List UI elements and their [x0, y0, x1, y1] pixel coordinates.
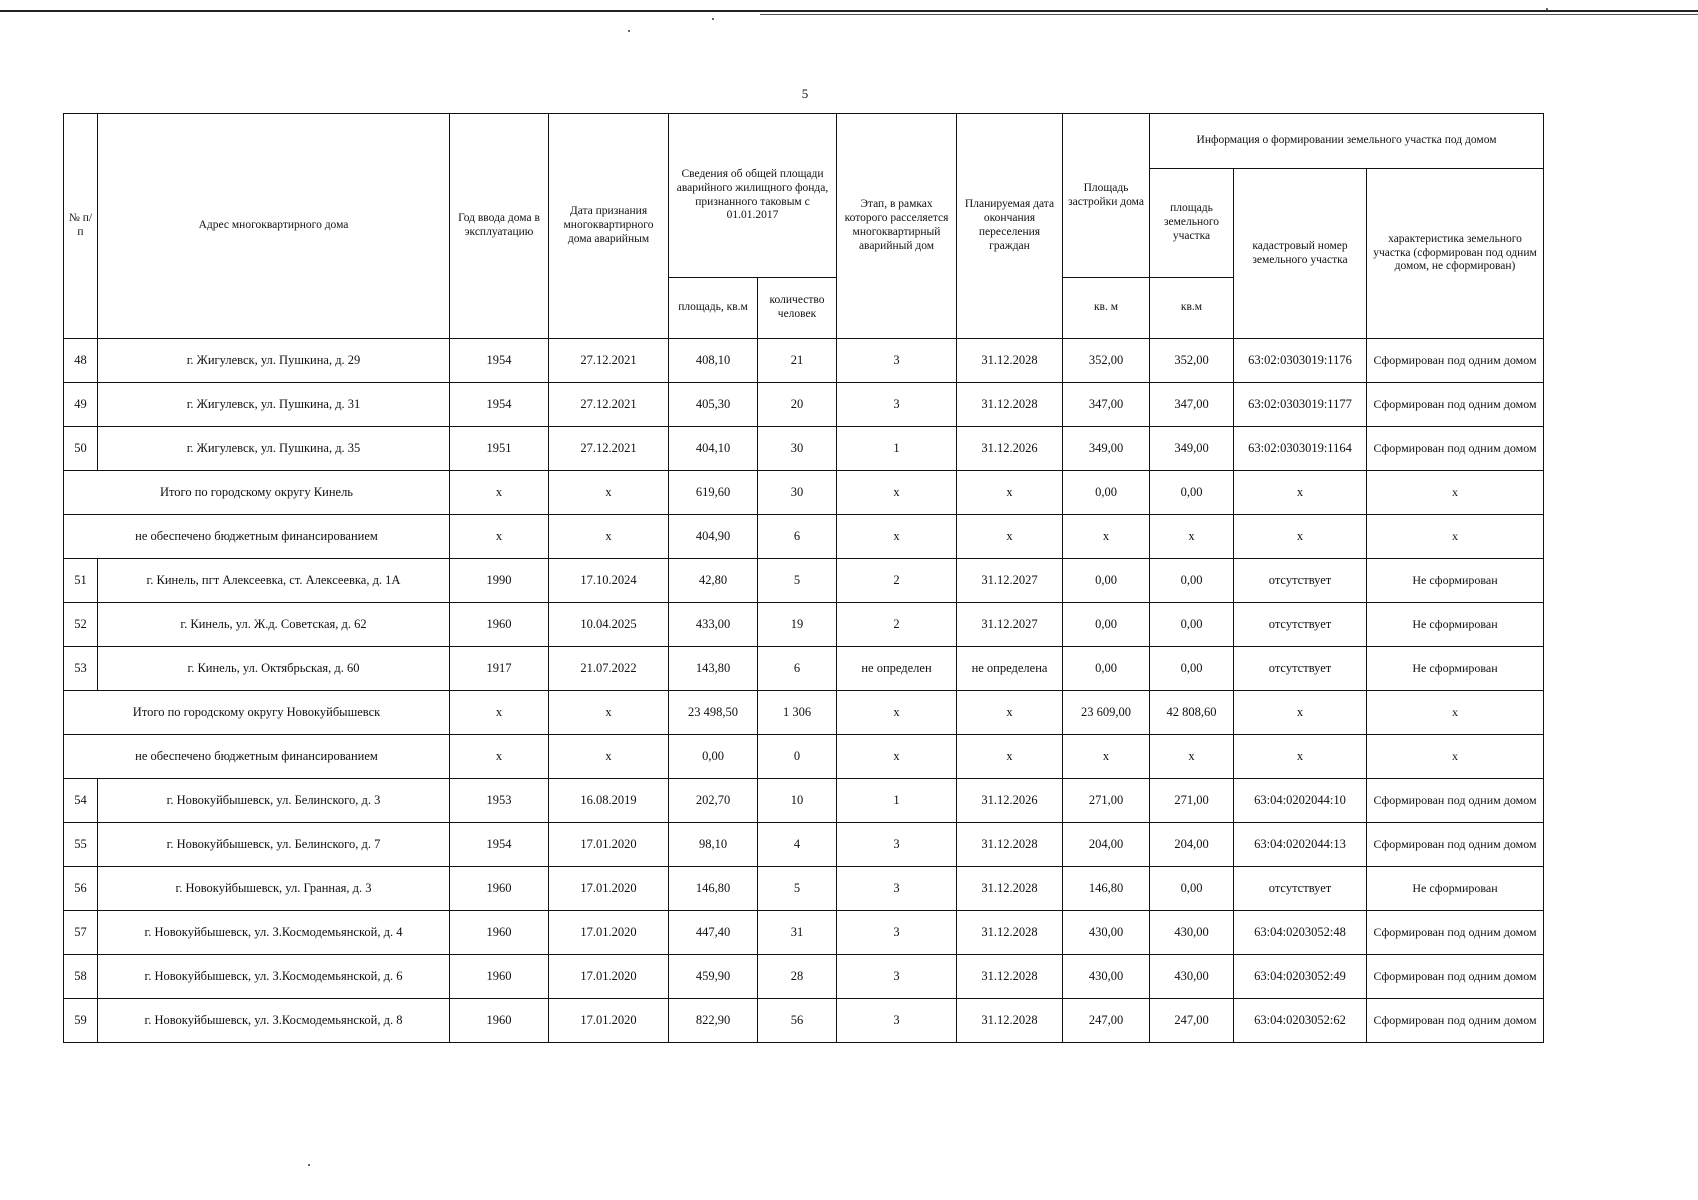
row-land-area: 430,00 [1150, 955, 1234, 999]
row-date-recognized: 27.12.2021 [549, 339, 669, 383]
row-stage: x [837, 515, 957, 559]
row-people: 30 [758, 471, 837, 515]
table-row [64, 955, 1544, 999]
row-area: 404,10 [669, 427, 758, 471]
header-characteristic: характеристика земельного участка (сформирован под одним домом, не сформирован) [1367, 169, 1544, 339]
row-area: 459,90 [669, 955, 758, 999]
row-year: 1990 [450, 559, 549, 603]
row-cadastral: x [1234, 735, 1367, 779]
scan-speckle [308, 1164, 310, 1166]
row-planned-end: x [957, 735, 1063, 779]
summary-label: не обеспечено бюджетным финансированием [64, 735, 450, 779]
row-address: г. Новокуйбышевск, ул. З.Космодемьянской, д. 6 [98, 955, 450, 999]
table-row [64, 339, 1544, 383]
row-area: 619,60 [669, 471, 758, 515]
row-building-area: x [1063, 515, 1150, 559]
row-date-recognized: x [549, 515, 669, 559]
row-land-area: 0,00 [1150, 471, 1234, 515]
row-date-recognized: 17.01.2020 [549, 911, 669, 955]
row-stage: 1 [837, 779, 957, 823]
row-address: г. Кинель, пгт Алексеевка, ст. Алексеевка, д. 1А [98, 559, 450, 603]
summary-label: не обеспечено бюджетным финансированием [64, 515, 450, 559]
row-building-area: 271,00 [1063, 779, 1150, 823]
row-people: 5 [758, 867, 837, 911]
row-date-recognized: 17.01.2020 [549, 867, 669, 911]
header-emergency-info: Сведения об общей площади аварийного жилищного фонда, признанного таковым с 01.01.2017 [669, 114, 837, 278]
row-planned-end: 31.12.2026 [957, 427, 1063, 471]
summary-row [64, 471, 1544, 515]
row-year: x [450, 735, 549, 779]
row-stage: 3 [837, 999, 957, 1043]
header-people-count: количество человек [758, 278, 837, 339]
header-building-area: Площадь застройки дома [1063, 114, 1150, 278]
row-stage: 3 [837, 339, 957, 383]
row-area: 0,00 [669, 735, 758, 779]
row-building-area: 204,00 [1063, 823, 1150, 867]
row-cadastral: отсутствует [1234, 603, 1367, 647]
header-land-info: Информация о формировании земельного участка под домом [1150, 114, 1544, 169]
header-date-recognized: Дата признания многоквартирного дома аварийным [549, 114, 669, 339]
summary-label: Итого по городскому округу Кинель [64, 471, 450, 515]
summary-row [64, 691, 1544, 735]
row-characteristic: Не сформирован [1367, 647, 1544, 691]
row-characteristic: Сформирован под одним домом [1367, 339, 1544, 383]
row-building-area: 0,00 [1063, 471, 1150, 515]
header-cadastral: кадастровый номер земельного участка [1234, 169, 1367, 339]
row-cadastral: 63:04:0203052:62 [1234, 999, 1367, 1043]
row-people: 31 [758, 911, 837, 955]
row-stage: x [837, 471, 957, 515]
row-year: x [450, 691, 549, 735]
row-date-recognized: 10.04.2025 [549, 603, 669, 647]
row-area: 408,10 [669, 339, 758, 383]
scan-speckle [628, 30, 630, 32]
row-year: x [450, 471, 549, 515]
row-characteristic: Сформирован под одним домом [1367, 955, 1544, 999]
row-stage: 3 [837, 383, 957, 427]
row-year: 1960 [450, 999, 549, 1043]
row-cadastral: 63:04:0202044:10 [1234, 779, 1367, 823]
row-land-area: 430,00 [1150, 911, 1234, 955]
row-building-area: 0,00 [1063, 603, 1150, 647]
scan-edge-line-secondary [760, 14, 1698, 15]
row-cadastral: отсутствует [1234, 559, 1367, 603]
row-characteristic: x [1367, 515, 1544, 559]
row-area: 447,40 [669, 911, 758, 955]
row-land-area: 271,00 [1150, 779, 1234, 823]
row-characteristic: Сформирован под одним домом [1367, 427, 1544, 471]
row-characteristic: Не сформирован [1367, 559, 1544, 603]
row-people: 6 [758, 647, 837, 691]
row-characteristic: Сформирован под одним домом [1367, 823, 1544, 867]
row-cadastral: 63:04:0203052:49 [1234, 955, 1367, 999]
row-cadastral: 63:02:0303019:1164 [1234, 427, 1367, 471]
header-planned-end: Планируемая дата окончания переселения граждан [957, 114, 1063, 339]
row-date-recognized: 17.10.2024 [549, 559, 669, 603]
scan-edge-line [0, 10, 1698, 12]
row-people: 4 [758, 823, 837, 867]
row-year: 1954 [450, 383, 549, 427]
row-building-area: 430,00 [1063, 911, 1150, 955]
header-address: Адрес многоквартирного дома [98, 114, 450, 339]
row-people: 5 [758, 559, 837, 603]
row-building-area: 23 609,00 [1063, 691, 1150, 735]
row-cadastral: x [1234, 471, 1367, 515]
table-header [64, 114, 1544, 339]
row-characteristic: x [1367, 735, 1544, 779]
row-cadastral: x [1234, 515, 1367, 559]
row-year: 1951 [450, 427, 549, 471]
table-row [64, 911, 1544, 955]
row-characteristic: Сформирован под одним домом [1367, 999, 1544, 1043]
row-stage: 2 [837, 559, 957, 603]
row-planned-end: 31.12.2027 [957, 559, 1063, 603]
row-land-area: 0,00 [1150, 559, 1234, 603]
row-cadastral: 63:02:0303019:1176 [1234, 339, 1367, 383]
row-year: 1954 [450, 339, 549, 383]
row-date-recognized: 27.12.2021 [549, 427, 669, 471]
row-people: 20 [758, 383, 837, 427]
row-area: 202,70 [669, 779, 758, 823]
row-area: 42,80 [669, 559, 758, 603]
row-address: г. Новокуйбышевск, ул. Белинского, д. 7 [98, 823, 450, 867]
header-year: Год ввода дома в эксплуатацию [450, 114, 549, 339]
row-stage: 2 [837, 603, 957, 647]
row-land-area: 204,00 [1150, 823, 1234, 867]
row-cadastral: 63:04:0203052:48 [1234, 911, 1367, 955]
row-people: 1 306 [758, 691, 837, 735]
row-num: 51 [64, 559, 98, 603]
row-date-recognized: x [549, 691, 669, 735]
row-cadastral: x [1234, 691, 1367, 735]
row-planned-end: не определена [957, 647, 1063, 691]
row-year: 1960 [450, 911, 549, 955]
row-land-area: 347,00 [1150, 383, 1234, 427]
header-land-area: площадь земельного участка [1150, 169, 1234, 278]
row-area: 433,00 [669, 603, 758, 647]
row-land-area: 352,00 [1150, 339, 1234, 383]
row-planned-end: 31.12.2026 [957, 779, 1063, 823]
emergency-housing-table [63, 113, 1544, 1043]
row-area: 404,90 [669, 515, 758, 559]
row-area: 143,80 [669, 647, 758, 691]
row-num: 56 [64, 867, 98, 911]
summary-row [64, 515, 1544, 559]
row-address: г. Жигулевск, ул. Пушкина, д. 35 [98, 427, 450, 471]
row-date-recognized: x [549, 735, 669, 779]
row-date-recognized: 16.08.2019 [549, 779, 669, 823]
header-num: № п/п [64, 114, 98, 339]
table-row [64, 647, 1544, 691]
row-people: 10 [758, 779, 837, 823]
row-date-recognized: 21.07.2022 [549, 647, 669, 691]
row-people: 30 [758, 427, 837, 471]
row-land-area: 247,00 [1150, 999, 1234, 1043]
row-area: 23 498,50 [669, 691, 758, 735]
row-num: 55 [64, 823, 98, 867]
row-address: г. Жигулевск, ул. Пушкина, д. 31 [98, 383, 450, 427]
row-year: 1917 [450, 647, 549, 691]
row-date-recognized: 17.01.2020 [549, 999, 669, 1043]
row-people: 21 [758, 339, 837, 383]
header-stage: Этап, в рамках которого расселяется многоквартирный аварийный дом [837, 114, 957, 339]
row-address: г. Новокуйбышевск, ул. Гранная, д. 3 [98, 867, 450, 911]
row-num: 53 [64, 647, 98, 691]
row-characteristic: Сформирован под одним домом [1367, 383, 1544, 427]
row-num: 58 [64, 955, 98, 999]
row-people: 56 [758, 999, 837, 1043]
row-characteristic: x [1367, 471, 1544, 515]
row-building-area: 430,00 [1063, 955, 1150, 999]
row-building-area: 347,00 [1063, 383, 1150, 427]
row-stage: не определен [837, 647, 957, 691]
row-building-area: x [1063, 735, 1150, 779]
row-land-area: x [1150, 515, 1234, 559]
row-year: 1960 [450, 955, 549, 999]
summary-row [64, 735, 1544, 779]
row-address: г. Кинель, ул. Ж.д. Советская, д. 62 [98, 603, 450, 647]
row-date-recognized: 27.12.2021 [549, 383, 669, 427]
row-num: 59 [64, 999, 98, 1043]
row-people: 0 [758, 735, 837, 779]
page-number: 5 [801, 86, 809, 101]
row-characteristic: Не сформирован [1367, 603, 1544, 647]
table-row [64, 427, 1544, 471]
row-planned-end: 31.12.2028 [957, 823, 1063, 867]
row-address: г. Новокуйбышевск, ул. Белинского, д. 3 [98, 779, 450, 823]
row-characteristic: x [1367, 691, 1544, 735]
table-row [64, 823, 1544, 867]
table-row [64, 559, 1544, 603]
row-area: 822,90 [669, 999, 758, 1043]
row-cadastral: 63:04:0202044:13 [1234, 823, 1367, 867]
row-land-area: x [1150, 735, 1234, 779]
row-year: x [450, 515, 549, 559]
row-date-recognized: 17.01.2020 [549, 823, 669, 867]
row-stage: x [837, 735, 957, 779]
row-planned-end: 31.12.2027 [957, 603, 1063, 647]
row-year: 1953 [450, 779, 549, 823]
row-planned-end: 31.12.2028 [957, 955, 1063, 999]
row-planned-end: 31.12.2028 [957, 383, 1063, 427]
row-num: 57 [64, 911, 98, 955]
row-planned-end: x [957, 471, 1063, 515]
row-num: 49 [64, 383, 98, 427]
row-planned-end: x [957, 515, 1063, 559]
row-building-area: 349,00 [1063, 427, 1150, 471]
row-people: 19 [758, 603, 837, 647]
row-characteristic: Сформирован под одним домом [1367, 779, 1544, 823]
row-num: 50 [64, 427, 98, 471]
row-address: г. Жигулевск, ул. Пушкина, д. 29 [98, 339, 450, 383]
row-stage: 3 [837, 955, 957, 999]
row-stage: 3 [837, 823, 957, 867]
row-planned-end: 31.12.2028 [957, 339, 1063, 383]
row-stage: 1 [837, 427, 957, 471]
row-num: 52 [64, 603, 98, 647]
row-land-area: 0,00 [1150, 647, 1234, 691]
row-stage: 3 [837, 867, 957, 911]
row-land-area: 0,00 [1150, 603, 1234, 647]
row-planned-end: x [957, 691, 1063, 735]
table-row [64, 999, 1544, 1043]
scan-speckle [1546, 8, 1548, 10]
row-characteristic: Не сформирован [1367, 867, 1544, 911]
row-area: 98,10 [669, 823, 758, 867]
row-stage: 3 [837, 911, 957, 955]
row-year: 1960 [450, 603, 549, 647]
header-land-area-unit: кв.м [1150, 278, 1234, 339]
row-num: 54 [64, 779, 98, 823]
row-planned-end: 31.12.2028 [957, 999, 1063, 1043]
row-address: г. Новокуйбышевск, ул. З.Космодемьянской, д. 8 [98, 999, 450, 1043]
row-year: 1960 [450, 867, 549, 911]
row-area: 405,30 [669, 383, 758, 427]
row-stage: x [837, 691, 957, 735]
header-building-area-unit: кв. м [1063, 278, 1150, 339]
row-planned-end: 31.12.2028 [957, 911, 1063, 955]
table-row [64, 603, 1544, 647]
row-building-area: 352,00 [1063, 339, 1150, 383]
header-area-sqm: площадь, кв.м [669, 278, 758, 339]
row-cadastral: 63:02:0303019:1177 [1234, 383, 1367, 427]
row-area: 146,80 [669, 867, 758, 911]
row-address: г. Новокуйбышевск, ул. З.Космодемьянской, д. 4 [98, 911, 450, 955]
row-land-area: 0,00 [1150, 867, 1234, 911]
row-characteristic: Сформирован под одним домом [1367, 911, 1544, 955]
table-row [64, 383, 1544, 427]
row-people: 28 [758, 955, 837, 999]
row-planned-end: 31.12.2028 [957, 867, 1063, 911]
summary-label: Итого по городскому округу Новокуйбышевск [64, 691, 450, 735]
row-year: 1954 [450, 823, 549, 867]
row-cadastral: отсутствует [1234, 867, 1367, 911]
row-address: г. Кинель, ул. Октябрьская, д. 60 [98, 647, 450, 691]
row-building-area: 146,80 [1063, 867, 1150, 911]
row-building-area: 247,00 [1063, 999, 1150, 1043]
row-land-area: 42 808,60 [1150, 691, 1234, 735]
table-row [64, 779, 1544, 823]
register-sheet [63, 113, 1543, 1043]
row-date-recognized: 17.01.2020 [549, 955, 669, 999]
row-people: 6 [758, 515, 837, 559]
row-building-area: 0,00 [1063, 647, 1150, 691]
table-body [64, 339, 1544, 1043]
row-land-area: 349,00 [1150, 427, 1234, 471]
row-num: 48 [64, 339, 98, 383]
row-date-recognized: x [549, 471, 669, 515]
row-building-area: 0,00 [1063, 559, 1150, 603]
table-row [64, 867, 1544, 911]
row-cadastral: отсутствует [1234, 647, 1367, 691]
scan-speckle [712, 18, 714, 20]
